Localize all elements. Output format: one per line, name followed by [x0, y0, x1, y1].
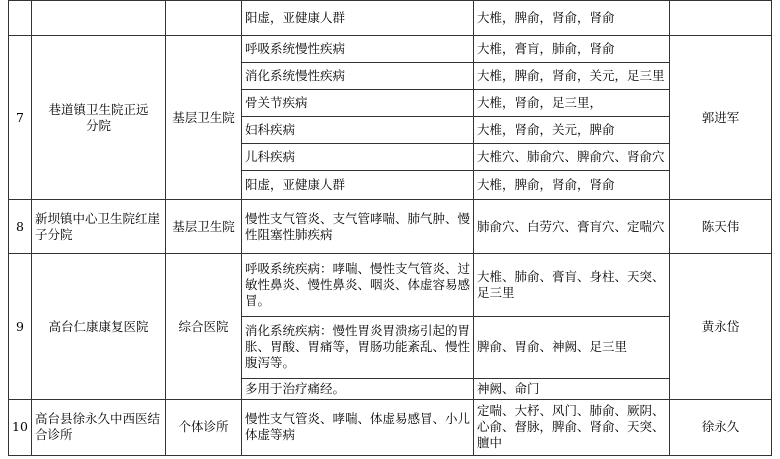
institution-type [166, 1, 242, 36]
table-row [9, 399, 772, 455]
institution-name: 高台县徐永久中西医结合诊所 [32, 399, 166, 455]
disease-cell: 儿科疾病 [242, 144, 474, 171]
institution-type: 个体诊所 [166, 399, 242, 455]
table-row [9, 200, 772, 254]
acupoint-cell: 大椎，脾俞，肾俞，肾俞 [474, 1, 670, 36]
disease-cell: 阳虚，亚健康人群 [242, 1, 474, 36]
institution-type: 基层卫生院 [166, 36, 242, 200]
disease-cell: 慢性支气管炎、哮喘、体虚易感冒、小儿体虚等病 [242, 399, 474, 455]
acupoint-cell: 大椎，肾俞，足三里， [474, 90, 670, 117]
institution-type: 基层卫生院 [166, 200, 242, 254]
institution-type: 综合医院 [166, 254, 242, 399]
row-number: 10 [9, 399, 32, 455]
disease-cell: 妇科疾病 [242, 117, 474, 144]
institution-name [32, 1, 166, 36]
acupoint-cell: 大椎、肺俞、膏肓、身柱、天突、足三里 [474, 254, 670, 316]
acupoint-cell: 定喘、大杼、风门、肺俞、厥阴、心俞、督脉，脾俞、肾俞、天突、膻中 [474, 399, 670, 455]
table-row [9, 36, 772, 63]
row-number: 9 [9, 254, 32, 399]
responsible-person: 黄永岱 [670, 254, 772, 399]
institution-name: 新坝镇中心卫生院红崖子分院 [32, 200, 166, 254]
row-number [9, 1, 32, 36]
acupoint-cell: 大椎，膏肓，肺俞，肾俞 [474, 36, 670, 63]
disease-cell: 多用于治疗痛经。 [242, 378, 474, 399]
disease-cell: 呼吸系统疾病：哮喘、慢性支气管炎、过敏性鼻炎、慢性鼻炎、咽炎、体虚容易感冒。 [242, 254, 474, 316]
acupoint-cell: 大椎，肾俞，关元，脾俞 [474, 117, 670, 144]
row-number: 8 [9, 200, 32, 254]
acupoint-cell: 大椎穴、肺俞穴、脾俞穴、肾俞穴 [474, 144, 670, 171]
institution-table [8, 0, 772, 456]
acupoint-cell: 大椎，脾俞，肾俞，肾俞 [474, 171, 670, 200]
acupoint-cell: 肺俞穴、白劳穴、膏肓穴、定喘穴 [474, 200, 670, 254]
institution-name: 巷道镇卫生院正远分院 [32, 36, 166, 200]
disease-cell: 骨关节疾病 [242, 90, 474, 117]
table-row [9, 254, 772, 316]
acupoint-cell: 大椎，脾俞，肾俞，关元，足三里 [474, 63, 670, 90]
responsible-person: 郭进军 [670, 36, 772, 200]
institution-name: 高台仁康康复医院 [32, 254, 166, 399]
disease-cell: 慢性支气管炎、支气管哮喘、肺气肿、慢性阻塞性肺疾病 [242, 200, 474, 254]
disease-cell: 消化系统慢性疾病 [242, 63, 474, 90]
table-row [9, 1, 772, 36]
row-number: 7 [9, 36, 32, 200]
acupoint-cell: 脾俞、胃俞、神阙、足三里 [474, 316, 670, 378]
responsible-person: 徐永久 [670, 399, 772, 455]
acupoint-cell: 神阙、命门 [474, 378, 670, 399]
responsible-person: 陈天伟 [670, 200, 772, 254]
disease-cell: 消化系统疾病：慢性胃炎胃溃疡引起的胃胀、胃酸、胃痛等，胃肠功能紊乱、慢性腹泻等。 [242, 316, 474, 378]
responsible-person [670, 1, 772, 36]
disease-cell: 阳虚，亚健康人群 [242, 171, 474, 200]
disease-cell: 呼吸系统慢性疾病 [242, 36, 474, 63]
